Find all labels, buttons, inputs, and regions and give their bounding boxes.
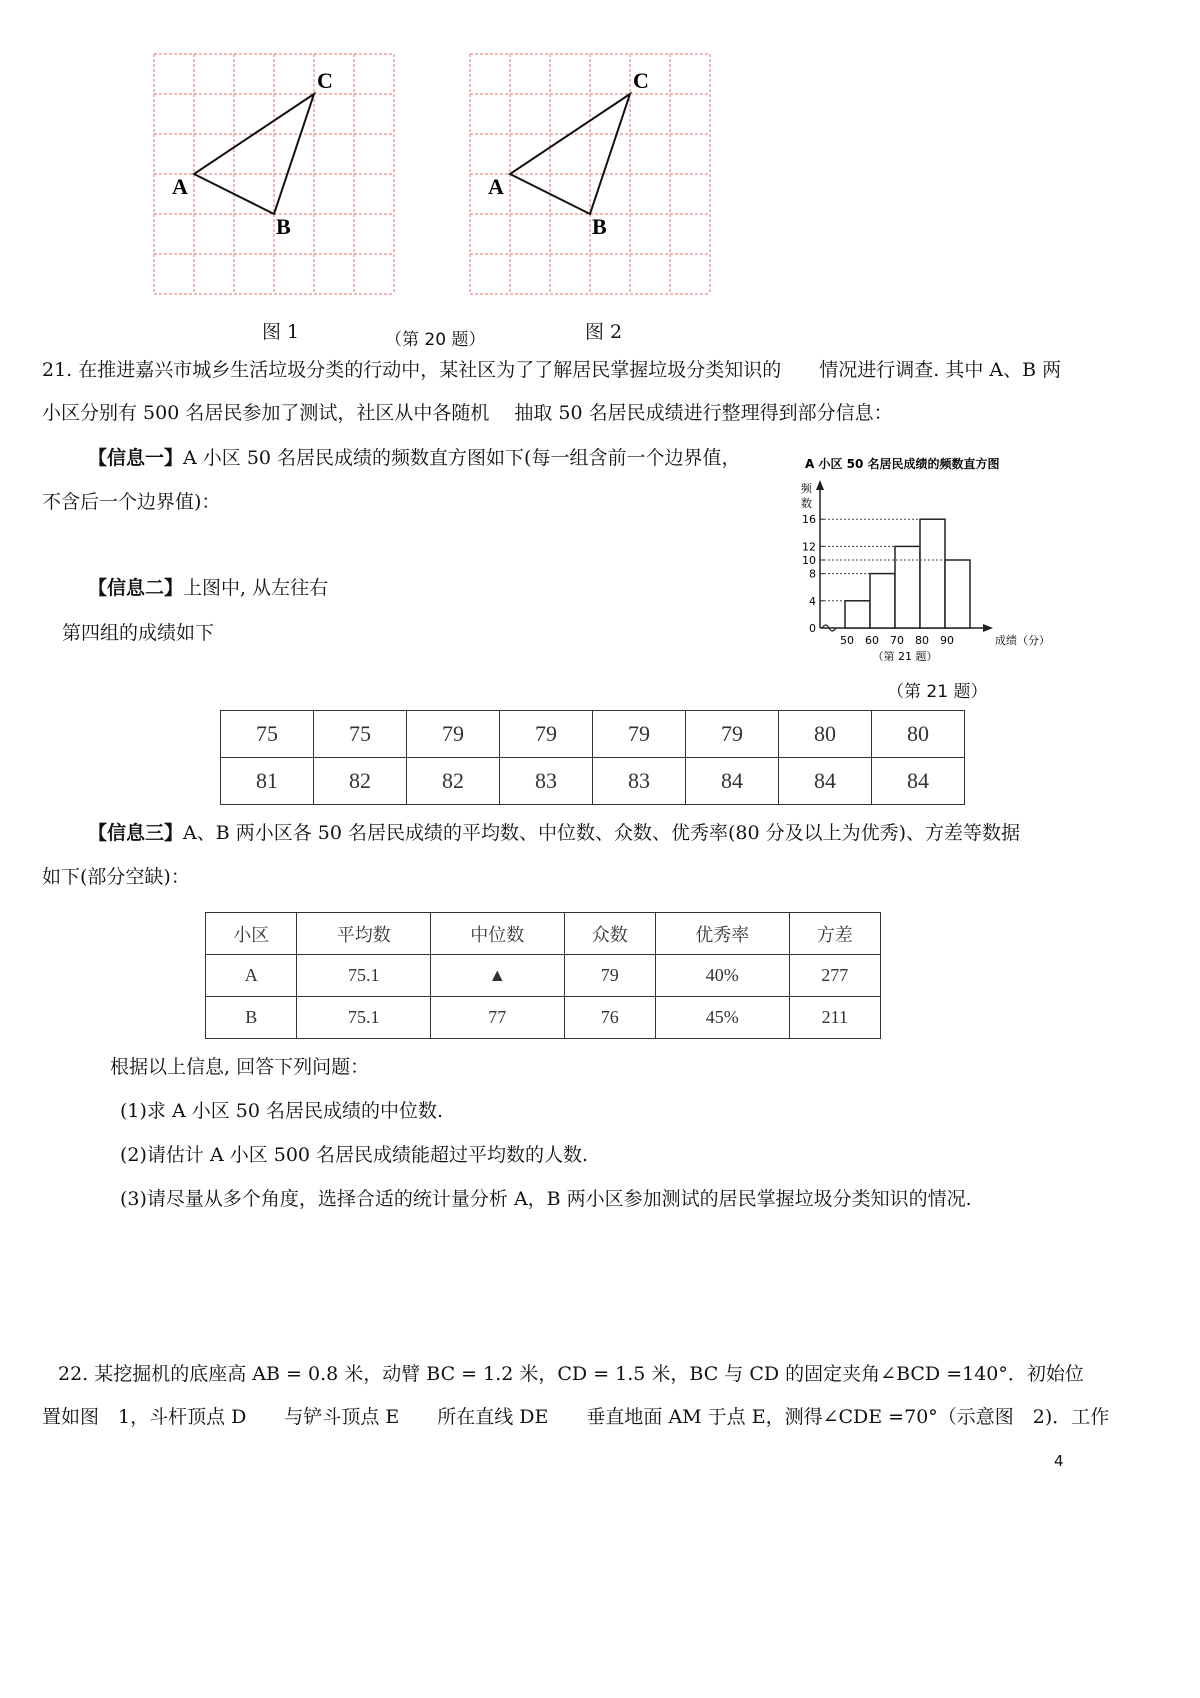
info3-text: A、B 两小区各 50 名居民成绩的平均数、中位数、众数、优秀率(80 分及以上为优秀)、方差等数据 (183, 822, 1021, 844)
header-cell: 众数 (564, 913, 655, 955)
q20-figure-2 (466, 50, 716, 300)
point-b-label: B (592, 214, 607, 239)
info2-text: 上图中, 从左往右 (183, 577, 329, 599)
q21-intro-line1: 21. 在推进嘉兴市城乡生活垃圾分类的行动中，某社区为了了解居民掌握垃圾分类知识的 情况进行调查. 其中 A、B 两 (42, 359, 1062, 381)
score-cell: 79 (407, 711, 500, 758)
score-cell: 79 (500, 711, 593, 758)
histogram-bar (845, 601, 870, 628)
x-tick-label: 60 (865, 634, 879, 647)
point-a-label: A (172, 174, 188, 199)
score-cell: 75 (221, 711, 314, 758)
stats-cell: 45% (656, 997, 790, 1039)
info3-title: 【信息三】 (88, 822, 184, 844)
page-number: 4 (1054, 1452, 1064, 1470)
info1-text: A 小区 50 名居民成绩的频数直方图如下(每一组含前一个边界值， (183, 447, 741, 469)
score-cell: 84 (779, 758, 872, 805)
table-row (206, 997, 881, 1039)
stats-cell: 277 (789, 955, 880, 997)
chart-title: A 小区 50 名居民成绩的频数直方图 (805, 457, 1000, 471)
point-b-label: B (276, 214, 291, 239)
group4-scores-table (220, 710, 965, 805)
stats-cell: 76 (564, 997, 655, 1039)
info3-line (88, 818, 1020, 848)
q20-caption: （第 20 题） (385, 330, 486, 350)
y-axis-arrow (816, 480, 824, 490)
info1-line (88, 443, 740, 473)
header-cell: 方差 (789, 913, 880, 955)
x-tick-label: 50 (840, 634, 854, 647)
stats-cell: 40% (656, 955, 790, 997)
header-cell: 中位数 (431, 913, 565, 955)
header-cell: 小区 (206, 913, 297, 955)
stats-cell: 75.1 (297, 955, 431, 997)
stats-cell: 211 (789, 997, 880, 1039)
table-row (221, 711, 965, 758)
point-a-label: A (488, 174, 504, 199)
stats-cell: A (206, 955, 297, 997)
score-cell: 80 (779, 711, 872, 758)
score-cell: 79 (686, 711, 779, 758)
info2-text2: 第四组的成绩如下 (62, 622, 215, 644)
frequency-histogram (795, 450, 1095, 670)
score-cell: 80 (872, 711, 965, 758)
score-cell: 84 (872, 758, 965, 805)
stats-table (205, 912, 881, 1039)
histogram-bar (870, 574, 895, 628)
triangle-abc (510, 94, 630, 214)
table-header-row (206, 913, 881, 955)
question-1: (1)求 A 小区 50 名居民成绩的中位数. (120, 1100, 444, 1122)
y-tick-label: 4 (809, 594, 816, 608)
y-tick-label: 8 (809, 567, 816, 581)
triangle-abc (194, 94, 314, 214)
header-cell: 优秀率 (656, 913, 790, 955)
stats-cell: 75.1 (297, 997, 431, 1039)
table-row (206, 955, 881, 997)
y-tick-label: 0 (809, 622, 816, 635)
q21-intro-line2: 小区分别有 500 名居民参加了测试，社区从中各随机 抽取 50 名居民成绩进行整理得到部分信息： (42, 402, 893, 424)
info1-text2: 不含后一个边界值)： (42, 491, 221, 513)
y-axis-label: 数 (801, 497, 812, 510)
histogram-bar (920, 519, 945, 628)
y-tick-label: 10 (802, 554, 816, 567)
score-cell: 82 (407, 758, 500, 805)
score-cell: 84 (686, 758, 779, 805)
chart-caption: （第 21 题） (887, 682, 988, 702)
score-cell: 81 (221, 758, 314, 805)
info2-line (88, 573, 328, 603)
answer-intro: 根据以上信息, 回答下列问题： (110, 1056, 370, 1078)
point-c-label: C (317, 68, 333, 93)
y-tick-label: 16 (802, 513, 816, 527)
score-cell: 79 (593, 711, 686, 758)
x-tick-label: 80 (915, 634, 929, 647)
q22-line1: 22. 某挖掘机的底座高 AB = 0.8 米，动臂 BC = 1.2 米，CD = 1.5 米，BC 与 CD 的固定夹角∠BCD =140°．初始位 (58, 1363, 1084, 1385)
x-tick-label: 70 (890, 634, 904, 647)
x-axis-label: 成绩（分） (995, 634, 1050, 647)
stats-cell: ▲ (431, 955, 565, 997)
y-tick-label: 12 (802, 540, 816, 554)
stats-cell: 77 (431, 997, 565, 1039)
score-cell: 75 (314, 711, 407, 758)
fig2-label: 图 2 (585, 321, 623, 343)
q22-line2: 置如图 1，斗杆顶点 D 与铲斗顶点 E 所在直线 DE 垂直地面 AM 于点 E，测得∠CDE =70°（示意图 2)．工作 (42, 1406, 1110, 1428)
info3-text2: 如下(部分空缺)： (42, 866, 190, 888)
question-2: (2)请估计 A 小区 500 名居民成绩能超过平均数的人数. (120, 1144, 589, 1166)
score-cell: 83 (593, 758, 686, 805)
question-3: (3)请尽量从多个角度，选择合适的统计量分析 A，B 两小区参加测试的居民掌握垃圾分类知识的情况. (120, 1188, 972, 1210)
info1-title: 【信息一】 (88, 447, 184, 469)
fig1-label: 图 1 (262, 321, 300, 343)
x-tick-label: 90 (940, 634, 954, 647)
y-axis-label: 频 (801, 482, 812, 495)
point-c-label: C (633, 68, 649, 93)
histogram-bar (945, 560, 970, 628)
stats-cell: 79 (564, 955, 655, 997)
stats-cell: B (206, 997, 297, 1039)
x-axis-arrow (983, 624, 993, 632)
table-row (221, 758, 965, 805)
score-cell: 82 (314, 758, 407, 805)
chart-subtitle: （第 21 题） (872, 650, 938, 663)
histogram-bar (895, 546, 920, 628)
info2-title: 【信息二】 (88, 577, 184, 599)
header-cell: 平均数 (297, 913, 431, 955)
score-cell: 83 (500, 758, 593, 805)
q20-figure-1 (150, 50, 400, 300)
